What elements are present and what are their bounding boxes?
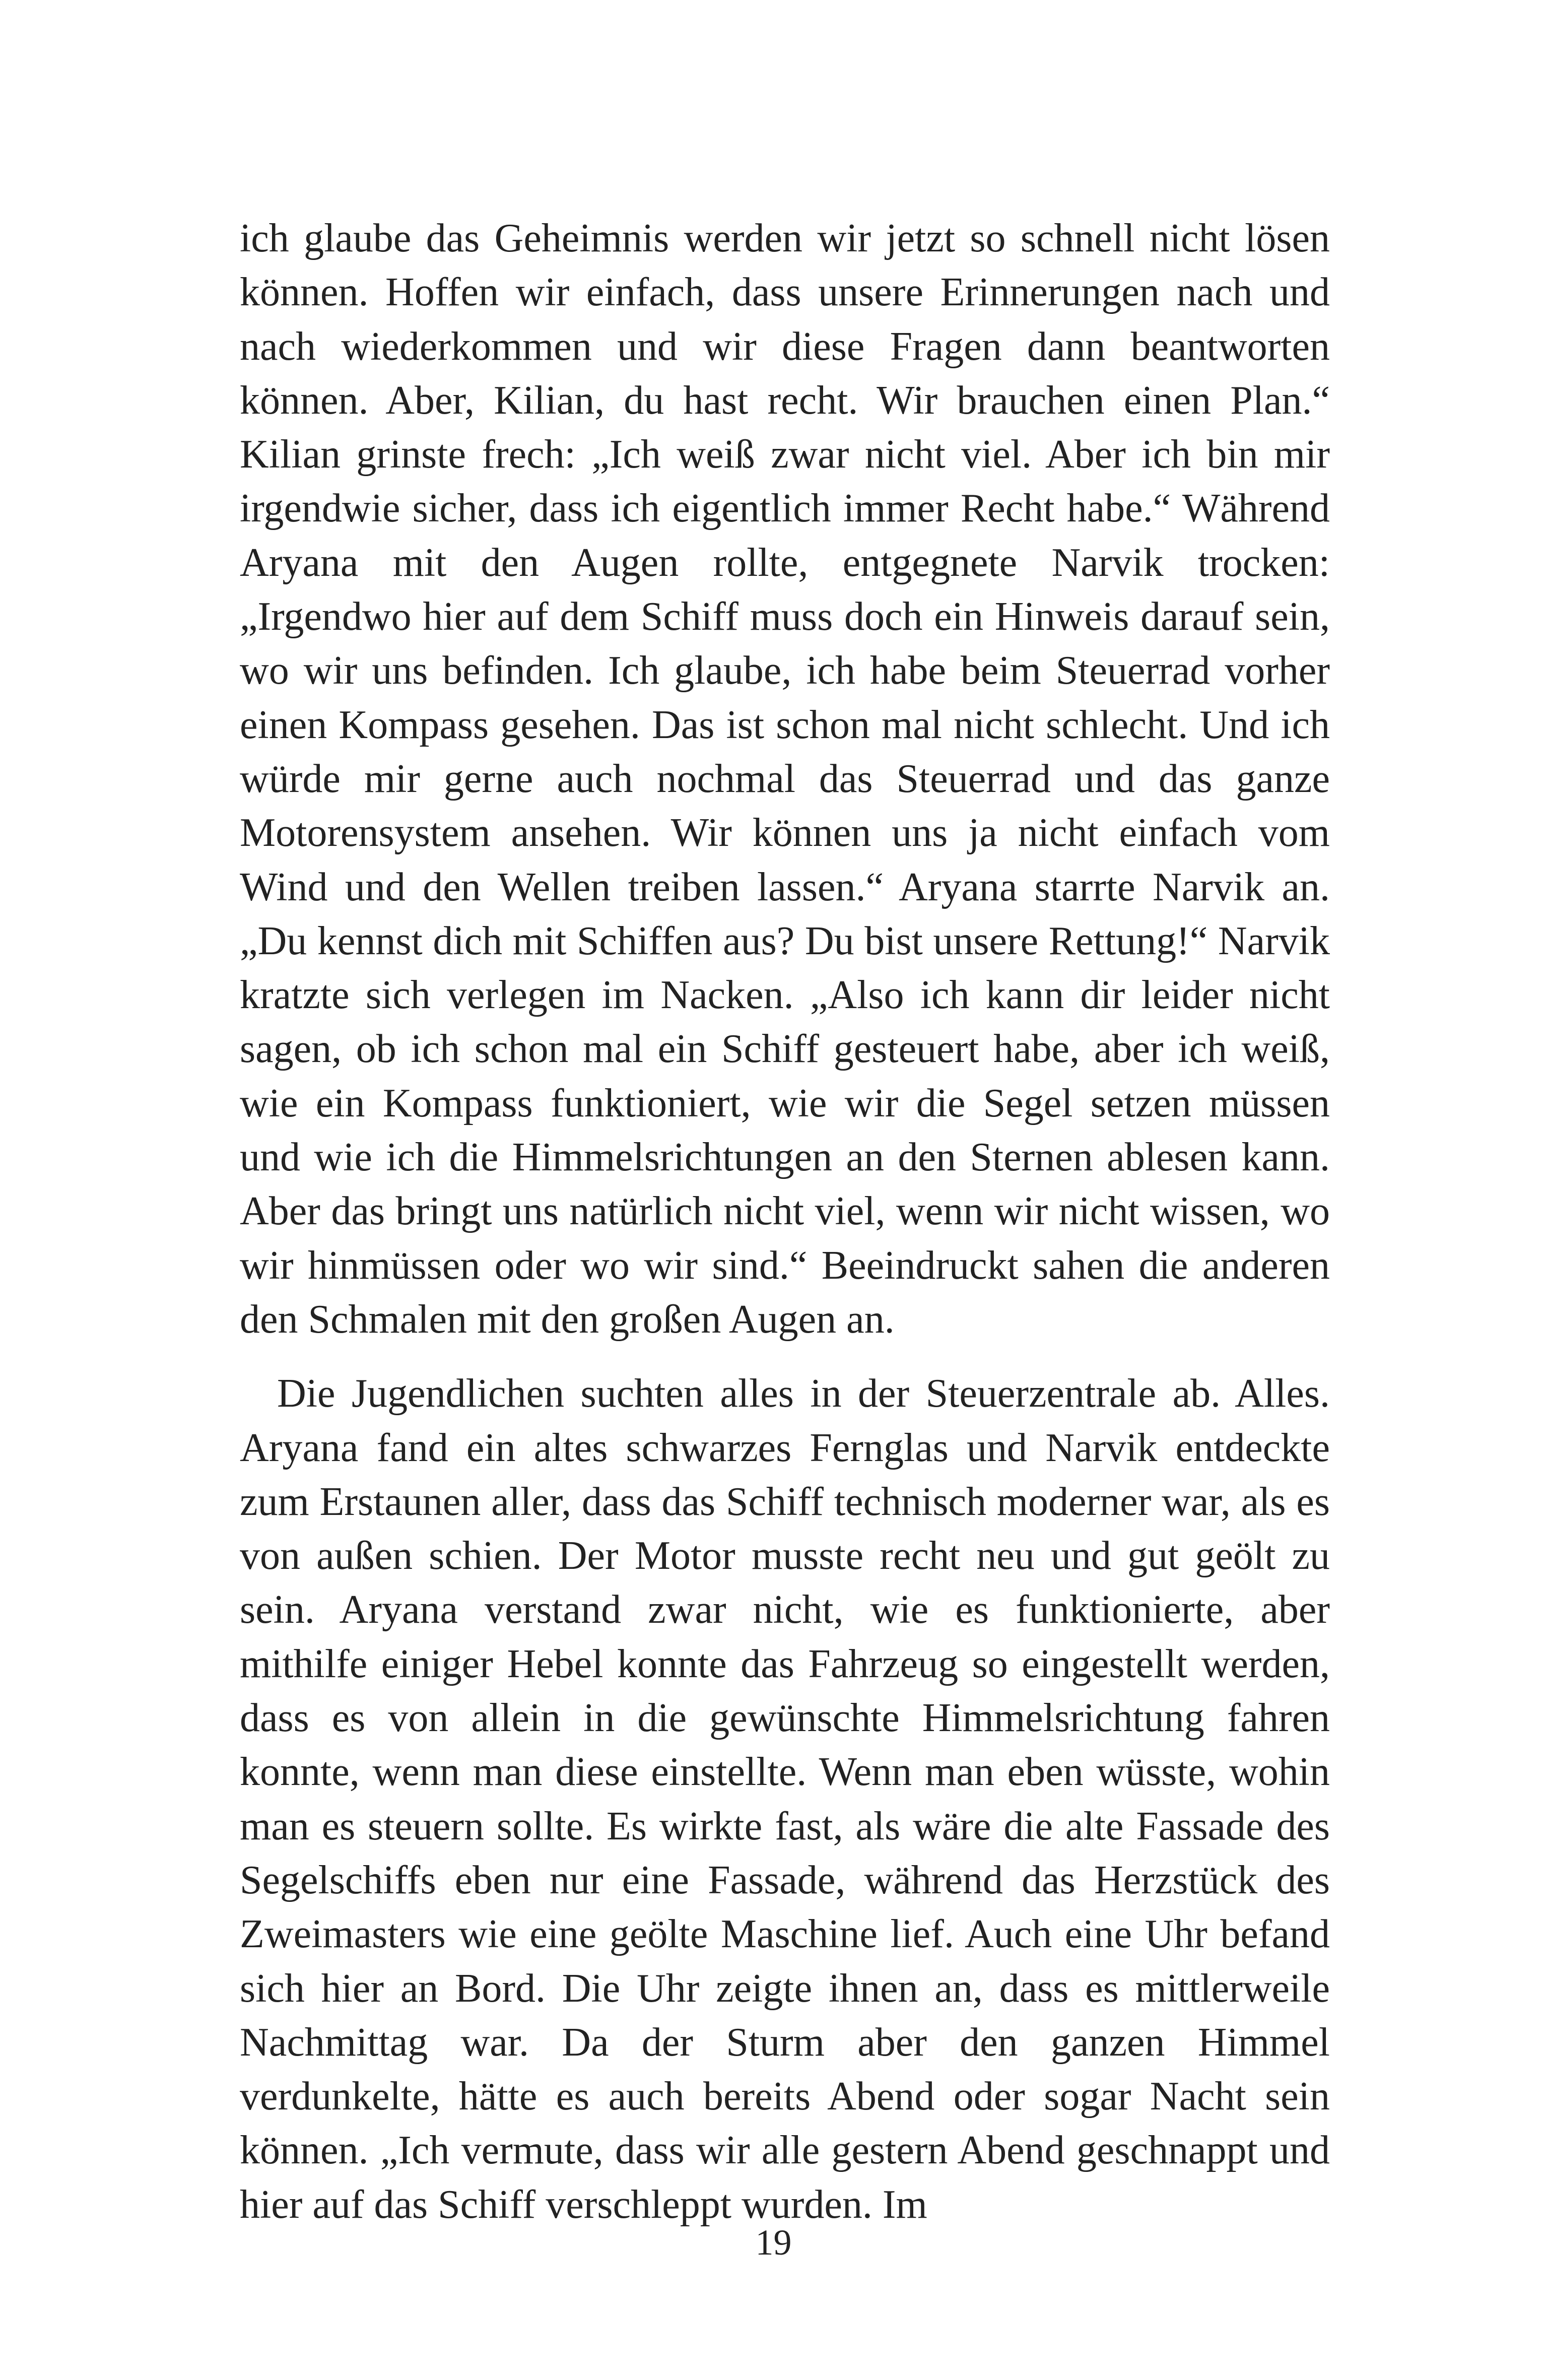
paragraph-1: ich glaube das Geheimnis werden wir jetzt so schnell nicht lösen können. Hoffen wir einfach, dass unsere Erinnerungen nach und nach wiederkommen und wir diese Fragen dann beantworten können. Aber, Kilian, du hast recht. Wir brauchen einen Plan.“ Kilian grinste frech: „Ich weiß zwar nicht viel. Aber ich bin mir irgendwie sicher, dass ich eigentlich immer Recht habe.“ Während Aryana mit den Augen rollte, entgegnete Narvik trocken: „Irgendwo hier auf dem Schiff muss doch ein Hinweis darauf sein, wo wir uns befinden. Ich glaube, ich habe beim Steuerrad vorher einen Kompass gesehen. Das ist schon mal nicht schlecht. Und ich würde mir gerne auch nochmal das Steuerrad und das ganze Motorensystem ansehen. Wir können uns ja nicht einfach vom Wind und den Wellen treiben lassen.“ Aryana starrte Narvik an. „Du kennst dich mit Schiffen aus? Du bist unsere Rettung!“ Narvik kratzte sich verlegen im Nacken. „Also ich kann dir leider nicht sagen, ob ich schon mal ein Schiff gesteuert habe, aber ich weiß, wie ein Kompass funktioniert, wie wir die Segel setzen müssen und wie ich die Himmelsrichtungen an den Sternen ablesen kann. Aber das bringt uns natürlich nicht viel, wenn wir nicht wissen, wo wir hinmüssen oder wo wir sind.“ Beeindruckt sahen die anderen den Schmalen mit den großen Augen an. (240, 216, 1330, 1342)
page-number: 19 (755, 2222, 792, 2263)
body-text (240, 212, 1330, 2232)
paragraph-2: Die Jugendlichen suchten alles in der Steuerzentrale ab. Alles. Aryana fand ein altes schwarzes Fernglas und Narvik entdeckte zum Erstaunen aller, dass das Schiff technisch moderner war, als es von außen schien. Der Motor musste recht neu und gut geölt zu sein. Aryana verstand zwar nicht, wie es funktionierte, aber mithilfe einiger Hebel konnte das Fahrzeug so eingestellt werden, dass es von allein in die gewünschte Himmelsrichtung fahren konnte, wenn man diese einstellte. Wenn man eben wüsste, wohin man es steuern sollte. Es wirkte fast, als wäre die alte Fassade des Segelschiffs eben nur eine Fassade, während das Herzstück des Zweimasters wie eine geölte Maschine lief. Auch eine Uhr befand sich hier an Bord. Die Uhr zeigte ihnen an, dass es mittlerweile Nachmittag war. Da der Sturm aber den ganzen Himmel verdunkelte, hätte es auch bereits Abend oder sogar Nacht sein können. „Ich vermute, dass wir alle gestern Abend geschnappt und hier auf das Schiff verschleppt wurden. Im (240, 1371, 1330, 2227)
